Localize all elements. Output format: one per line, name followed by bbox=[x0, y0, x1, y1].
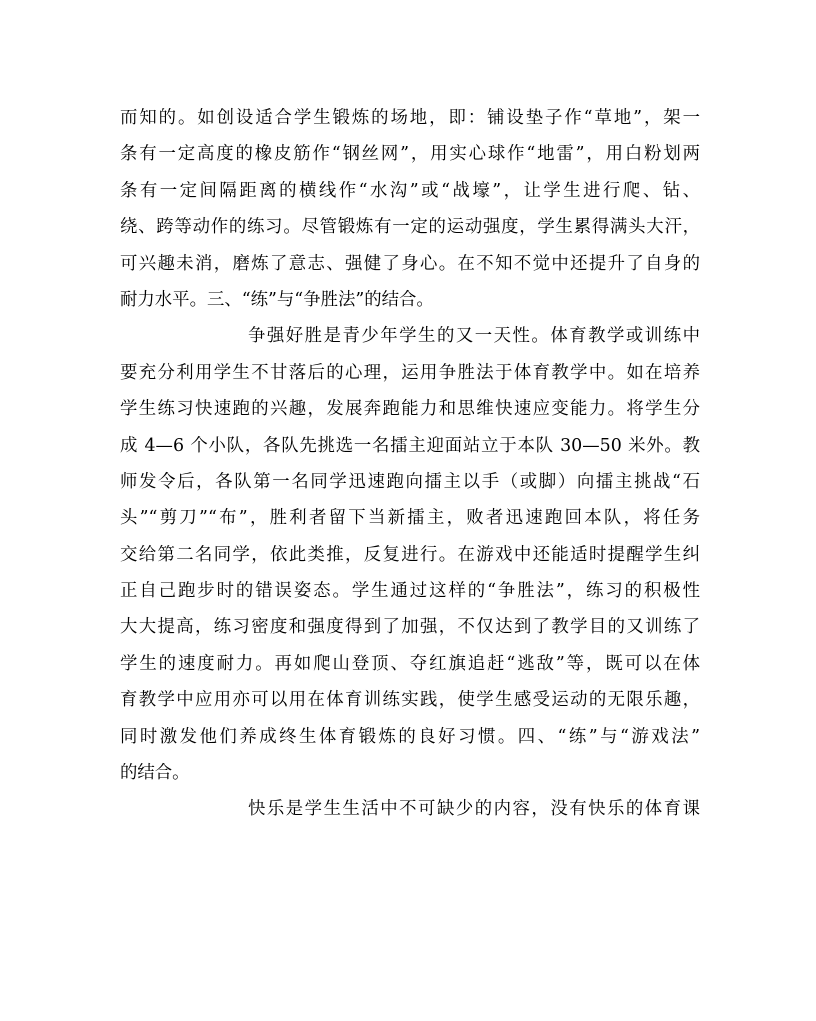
text-line: 成 4—6 个小队，各队先挑选一名擂主迎面站立于本队 30—50 米外。教 bbox=[120, 435, 700, 456]
text-line: 交给第二名同学，依此类推，反复进行。在游戏中还能适时提醒学生纠 bbox=[120, 544, 700, 565]
text-line: 正自己跑步时的错误姿态。学生通过这样的“争胜法”，练习的积极性 bbox=[120, 581, 700, 602]
text-line: 师发令后，各队第一名同学迅速跑向擂主以手（或脚）向擂主挑战“石 bbox=[120, 471, 700, 492]
paragraph-start-line: 争强好胜是青少年学生的又一天性。体育教学或训练中 bbox=[248, 326, 700, 347]
text-line: 学生练习快速跑的兴趣，发展奔跑能力和思维快速应变能力。将学生分 bbox=[120, 399, 700, 420]
text-line: 学生的速度耐力。再如爬山登顶、夺红旗追赶“逃敌”等，既可以在体 bbox=[120, 653, 700, 674]
text-line: 育教学中应用亦可以用在体育训练实践，使学生感受运动的无限乐趣， bbox=[120, 690, 700, 711]
text-line: 要充分利用学生不甘落后的心理，运用争胜法于体育教学中。如在培养 bbox=[120, 362, 700, 383]
text-line: 而知的。如创设适合学生锻炼的场地，即：铺设垫子作“草地”，架一 bbox=[120, 108, 700, 128]
text-line: 绕、跨等动作的练习。尽管锻炼有一定的运动强度，学生累得满头大汗， bbox=[120, 217, 700, 238]
text-line: 条有一定高度的橡皮筋作“钢丝网”，用实心球作“地雷”，用白粉划两 bbox=[120, 144, 700, 165]
text-line: 耐力水平。三、“练”与“争胜法”的结合。 bbox=[120, 289, 434, 310]
text-line: 的结合。 bbox=[120, 763, 190, 784]
text-line: 可兴趣未消，磨炼了意志、强健了身心。在不知不觉中还提升了自身的 bbox=[120, 253, 700, 274]
text-line: 条有一定间隔距离的横线作“水沟”或“战壕”，让学生进行爬、钻、 bbox=[120, 180, 700, 201]
text-line: 头”“剪刀”“布”，胜利者留下当新擂主，败者迅速跑回本队，将任务 bbox=[120, 508, 700, 529]
text-line: 大大提高，练习密度和强度得到了加强，不仅达到了教学目的又训练了 bbox=[120, 617, 700, 638]
text-line: 同时激发他们养成终生体育锻炼的良好习惯。四、“练”与“游戏法” bbox=[120, 726, 700, 747]
paragraph-start-line: 快乐是学生生活中不可缺少的内容，没有快乐的体育课 bbox=[248, 799, 700, 820]
document-body bbox=[120, 100, 700, 828]
